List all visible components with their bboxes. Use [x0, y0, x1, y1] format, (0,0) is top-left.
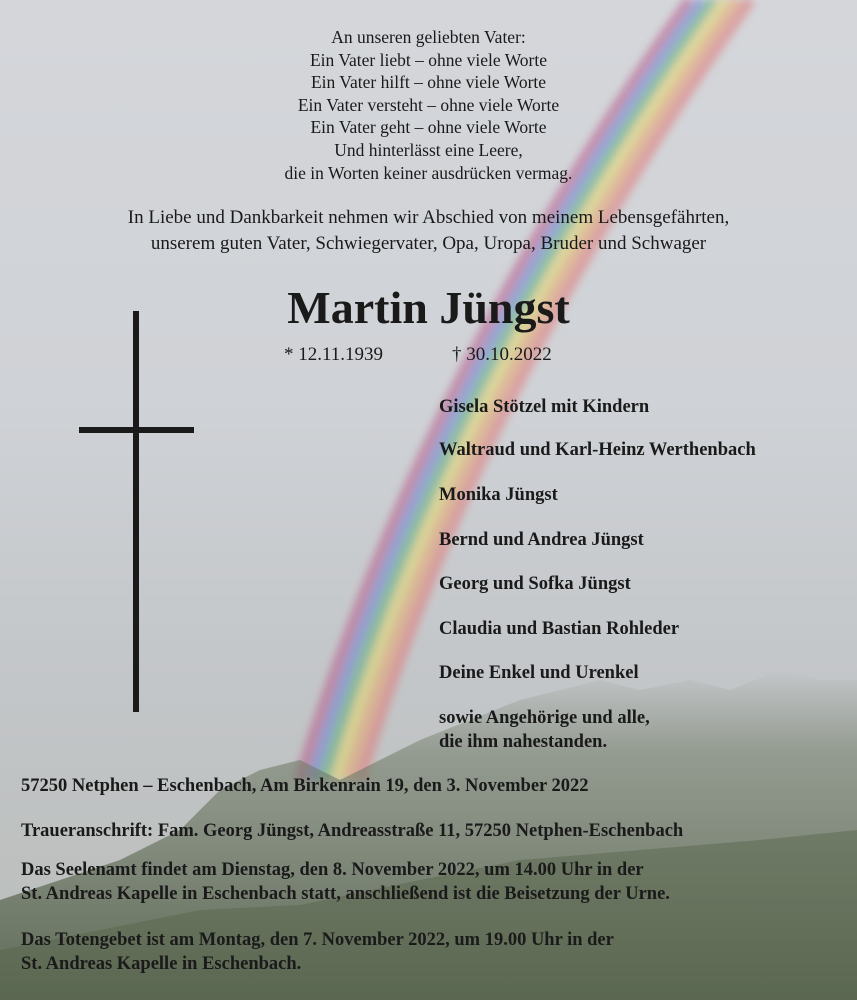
- prayer-info: [21, 928, 614, 976]
- requiem-line-2: St. Andreas Kapelle in Eschenbach statt, anschließend ist die Beisetzung der Urne.: [21, 884, 670, 904]
- prayer-line-2: St. Andreas Kapelle in Eschenbach.: [21, 954, 302, 974]
- mourning-address: Traueranschrift: Fam. Georg Jüngst, Andreasstraße 11, 57250 Netphen-Eschenbach: [21, 821, 684, 841]
- mourner-name: Deine Enkel und Urenkel: [439, 663, 639, 683]
- birth-date: * 12.11.1939: [284, 344, 384, 365]
- poem-block: [0, 26, 857, 184]
- place-and-date: 57250 Netphen – Eschenbach, Am Birkenrain 19, den 3. November 2022: [21, 776, 589, 796]
- poem-line: An unseren geliebten Vater:: [331, 27, 526, 47]
- poem-line: Ein Vater versteht – ohne viele Worte: [297, 94, 560, 115]
- poem-line: Und hinterlässt eine Leere,: [334, 139, 523, 160]
- poem-line: Ein Vater geht – ohne viele Worte: [310, 117, 547, 138]
- poem-line: Ein Vater liebt – ohne viele Worte: [309, 49, 548, 70]
- intro-line-2: unserem guten Vater, Schwiegervater, Opa, Uropa, Bruder und Schwager: [150, 233, 707, 254]
- mourner-name: Claudia und Bastian Rohleder: [439, 619, 680, 639]
- prayer-line-1: Das Totengebet ist am Montag, den 7. November 2022, um 19.00 Uhr in der: [21, 930, 614, 950]
- mourner-name: Waltraud und Karl-Heinz Werthenbach: [439, 440, 756, 460]
- mourner-name: Monika Jüngst: [439, 485, 558, 505]
- relatives-note: [439, 706, 650, 754]
- cross-icon-vertical: [133, 311, 139, 712]
- relatives-line-1: sowie Angehörige und alle,: [439, 708, 650, 728]
- poem-line: die in Worten keiner ausdrücken vermag.: [284, 162, 573, 183]
- requiem-line-1: Das Seelenamt findet am Dienstag, den 8. November 2022, um 14.00 Uhr in der: [21, 860, 644, 880]
- mourner-name: Bernd und Andrea Jüngst: [439, 530, 644, 550]
- relatives-line-2: die ihm nahestanden.: [439, 732, 608, 752]
- farewell-intro: [0, 205, 857, 257]
- death-date: † 30.10.2022: [452, 344, 552, 365]
- mourner-name: Georg und Sofka Jüngst: [439, 574, 631, 594]
- deceased-name: Martin Jüngst: [287, 282, 570, 333]
- poem-line: Ein Vater hilft – ohne viele Worte: [310, 72, 547, 93]
- mourner-name: Gisela Stötzel mit Kindern: [439, 397, 650, 417]
- requiem-info: [21, 858, 670, 906]
- intro-line-1: In Liebe und Dankbarkeit nehmen wir Abschied von meinem Lebensgefährten,: [127, 207, 730, 228]
- cross-icon-horizontal: [79, 427, 194, 433]
